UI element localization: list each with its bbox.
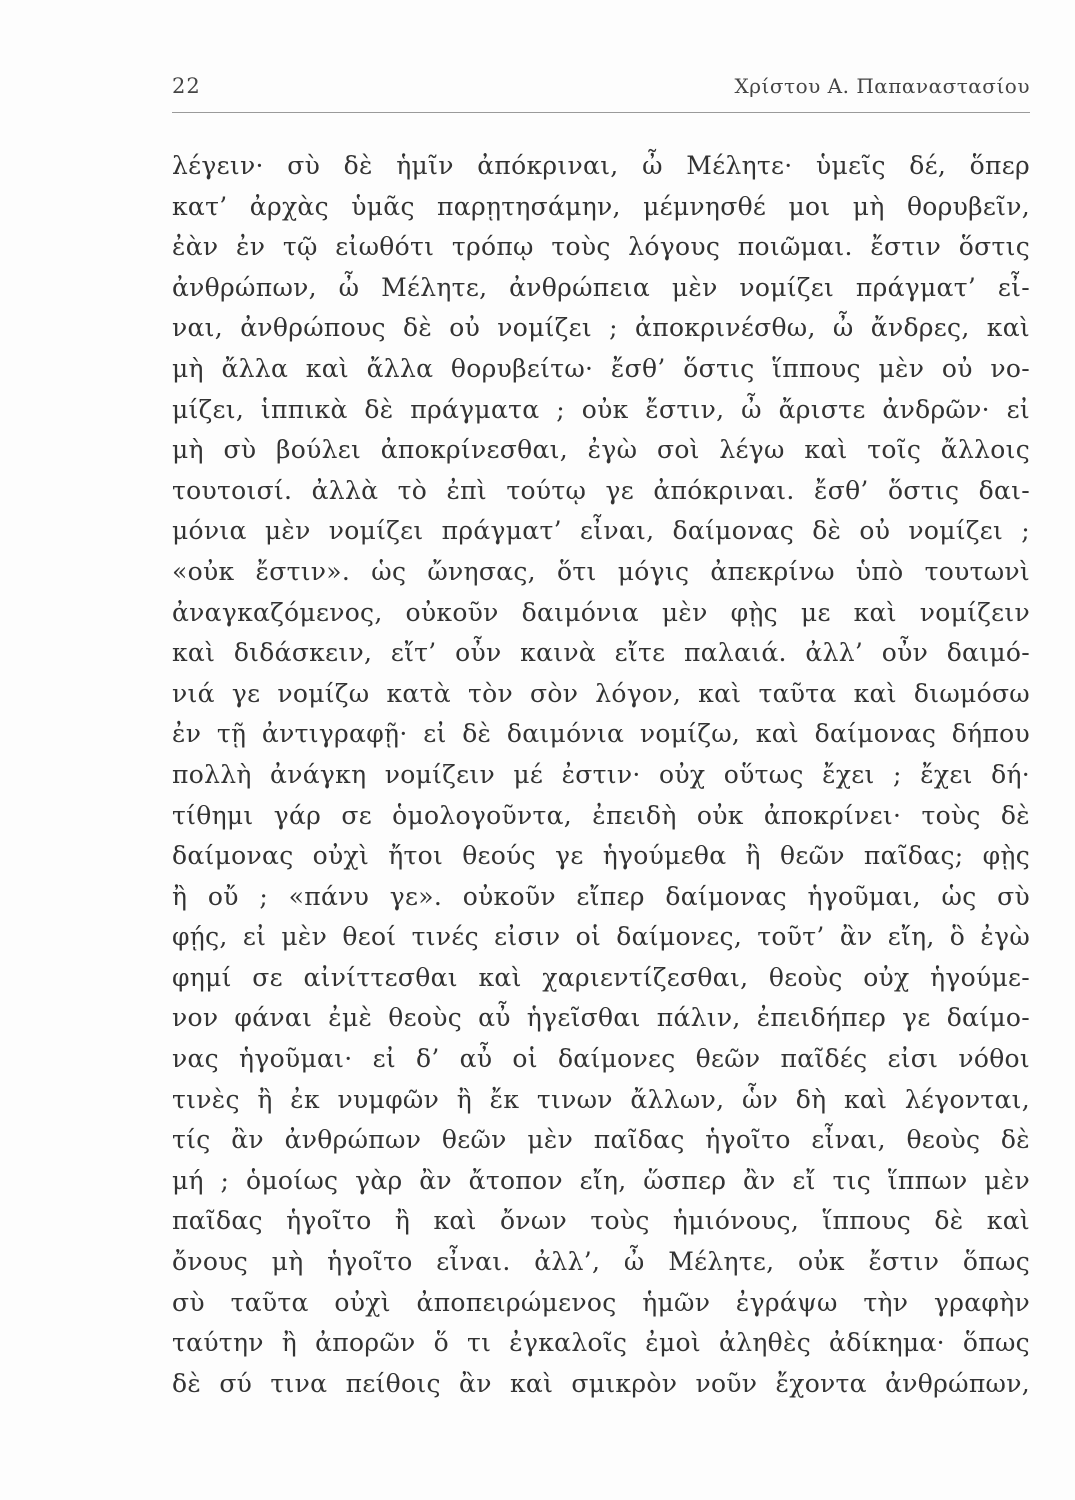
page-number: 22 [172,74,201,98]
text-line: ἢ οὔ ; «πάνυ γε». οὐκοῦν εἴπερ δαίμονας ἡγοῦμαι, ὡς σὺ [172,881,1030,911]
text-line: ἐὰν ἐν τῷ εἰωθότι τρόπῳ τοὺς λόγους ποιῶμαι. ἔστιν ὅστις [172,232,1030,262]
header-rule [172,112,1030,113]
text-line: καὶ διδάσκειν, εἴτ’ οὖν καινὰ εἴτε παλαιά. ἀλλ’ οὖν δαιμό- [172,638,1030,668]
text-line: πολλὴ ἀνάγκη νομίζειν μέ ἐστιν· οὐχ οὕτως ἔχει ; ἔχει δή· [172,759,1030,789]
text-line: σὺ ταῦτα οὐχὶ ἀποπειρώμενος ἡμῶν ἐγράψω τὴν γραφὴν [172,1287,1030,1317]
text-line: νας ἡγοῦμαι· εἰ δ’ αὖ οἱ δαίμονες θεῶν παῖδές εἰσι νόθοι [172,1044,1030,1074]
text-line: ταύτην ἢ ἀπορῶν ὅ τι ἐγκαλοῖς ἐμοὶ ἀληθὲς ἀδίκημα· ὅπως [172,1328,1030,1358]
text-line: ὄνους μὴ ἡγοῖτο εἶναι. ἀλλ’, ὦ Μέλητε, οὐκ ἔστιν ὅπως [172,1247,1030,1277]
text-line: τίς ἂν ἀνθρώπων θεῶν μὲν παῖδας ἡγοῖτο εἶναι, θεοὺς δὲ [172,1125,1030,1155]
text-line: μόνια μὲν νομίζει πράγματ’ εἶναι, δαίμονας δὲ οὐ νομίζει ; [172,516,1030,546]
text-line: νιά γε νομίζω κατὰ τὸν σὸν λόγον, καὶ ταῦτα καὶ διωμόσω [172,678,1030,708]
text-line: «οὐκ ἔστιν». ὡς ὤνησας, ὅτι μόγις ἀπεκρίνω ὑπὸ τουτωνὶ [172,556,1030,586]
text-line: ἐν τῇ ἀντιγραφῇ· εἰ δὲ δαιμόνια νομίζω, καὶ δαίμονας δήπου [172,719,1030,749]
text-line: δαίμονας οὐχὶ ἤτοι θεούς γε ἡγούμεθα ἢ θεῶν παῖδας; φῂς [172,841,1030,871]
text-line: μή ; ὁμοίως γὰρ ἂν ἄτοπον εἴη, ὥσπερ ἂν εἴ τις ἵππων μὲν [172,1165,1030,1195]
text-line: τίθημι γάρ σε ὁμολογοῦντα, ἐπειδὴ οὐκ ἀποκρίνει· τοὺς δὲ [172,800,1030,830]
text-line: φῄς, εἰ μὲν θεοί τινές εἰσιν οἱ δαίμονες, τοῦτ’ ἂν εἴη, ὃ ἐγὼ [172,922,1030,952]
text-line: τινὲς ἢ ἐκ νυμφῶν ἢ ἔκ τινων ἄλλων, ὧν δὴ καὶ λέγονται, [172,1084,1030,1114]
text-line: μὴ σὺ βούλει ἀποκρίνεσθαι, ἐγὼ σοὶ λέγω καὶ τοῖς ἄλλοις [172,435,1030,465]
text-line: παῖδας ἡγοῖτο ἢ καὶ ὄνων τοὺς ἡμιόνους, ἵππους δὲ καὶ [172,1206,1030,1236]
text-line: φημί σε αἰνίττεσθαι καὶ χαριεντίζεσθαι, θεοὺς οὐχ ἡγούμε- [172,962,1030,992]
text-line: δὲ σύ τινα πείθοις ἂν καὶ σμικρὸν νοῦν ἔχοντα ἀνθρώπων, [172,1368,1030,1398]
body-text [172,146,1030,1404]
text-line: μίζει, ἱππικὰ δὲ πράγματα ; οὐκ ἔστιν, ὦ ἄριστε ἀνδρῶν· εἰ [172,394,1030,424]
text-line: τουτοισί. ἀλλὰ τὸ ἐπὶ τούτῳ γε ἀπόκριναι. ἔσθ’ ὅστις δαι- [172,475,1030,505]
running-head: Χρίστου Α. Παπαναστασίου [734,74,1030,98]
text-line: ἀναγκαζόμενος, οὐκοῦν δαιμόνια μὲν φῂς με καὶ νομίζειν [172,597,1030,627]
text-line: μὴ ἄλλα καὶ ἄλλα θορυβείτω· ἔσθ’ ὅστις ἵππους μὲν οὐ νο- [172,353,1030,383]
text-line: νον φάναι ἐμὲ θεοὺς αὖ ἡγεῖσθαι πάλιν, ἐπειδήπερ γε δαίμο- [172,1003,1030,1033]
page-header [172,74,1030,108]
text-line: ἀνθρώπων, ὦ Μέλητε, ἀνθρώπεια μὲν νομίζει πράγματ’ εἶ- [172,272,1030,302]
text-line: ναι, ἀνθρώπους δὲ οὐ νομίζει ; ἀποκρινέσθω, ὦ ἄνδρες, καὶ [172,313,1030,343]
text-line: λέγειν· σὺ δὲ ἡμῖν ἀπόκριναι, ὦ Μέλητε· ὑμεῖς δέ, ὅπερ [172,151,1030,180]
text-line: κατ’ ἀρχὰς ὑμᾶς παρῃτησάμην, μέμνησθέ μοι μὴ θορυβεῖν, [172,191,1030,221]
